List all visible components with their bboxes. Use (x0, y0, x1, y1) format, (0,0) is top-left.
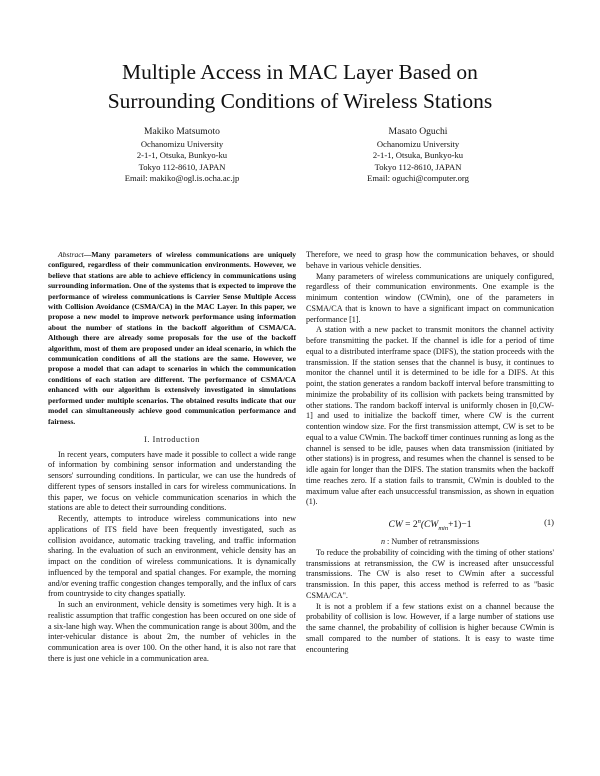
paragraph: To reduce the probability of coinciding with the timing of other stations' transmissions at retransmission, the CW is increased after unsuccessful transmissions. The CW is also reset to CWmin after a successful transmission. In this paper, this access method is referred to as "basic CSMA/CA". (306, 547, 554, 600)
author-block-1 (62, 126, 302, 185)
abstract-lead: Abstract (58, 250, 84, 259)
author-address-2: Tokyo 112-8610, JAPAN (138, 161, 226, 172)
equation-1 (306, 513, 554, 537)
author-name: Makiko Matsumoto (144, 126, 220, 137)
author-affiliation: Ochanomizu University (376, 138, 460, 149)
abstract-text: —Many parameters of wireless communications are uniquely configured, regardless of their communication environments. However, we believe that stations are able to achieve efficiency in communications using surrounding information. One of the systems that is expected to improve the performance of wireless communications is Carrier Sense Multiple Access with Collision Avoidance (CSMA/CA) in the MAC Layer. In this paper, we propose a new model to improve network performance using information about the number of stations in the backoff algorithm of CSMA/CA. Although there are already some proposals for the use of the backoff algorithm, most of them are proposed under an ideal scenario, in which the communication conditions of all the stations are the same. However, we propose a model that can adapt to scenarios in which the communication conditions of each station are different. The performance of CSMA/CA enhanced with our algorithm is extensively investigated in simulations performed under multiple scenarios. The obtained results indicate that our model can simultaneously achieve good communication performance and fairness. (48, 250, 296, 426)
paragraph: A station with a new packet to transmit monitors the channel activity before transmitting the packet. If the channel is idle for a period of time equal to a distributed interframe space (DIFS), the station proceeds with the transmission. If the station senses that the channel is busy, it continues to monitor the channel until it is determined to be idle for a DIFS. At this point, the station generates a random backoff interval before transmitting to minimize the probability of its collision with packets being transmitted by other stations. The random backoff interval is uniformly chosen in [0,CW-1] and used to initialize the backoff timer, where CW is the current contention window size. For the first transmission attempt, CW is set to be equal to a value CWmin. The backoff timer continues running as long as the channel is sensed to be idle, pauses when data transmission (initiated by other stations) is in progress, and resumes when the channel is sensed to be idle again for longer than the DIFS. The station transmits when the backoff time reaches zero. If a station fails to transmit, CWmin is doubled to the maximum value after each unsuccessful transmission, as shown in equation (1). (306, 325, 554, 507)
title-line-1: Multiple Access in MAC Layer Based on (122, 60, 478, 84)
title-line-2: Surrounding Conditions of Wireless Stations (107, 89, 493, 113)
equation-number: (1) (544, 517, 554, 527)
left-column (48, 250, 296, 665)
equation-note: n : Number of retransmissions (380, 537, 479, 546)
paragraph: In such an environment, vehicle density is sometimes very high. It is a realistic assumption that traffic congestion has been occured on one side of a six-lane high way. When the communication range is about 300m, and the inter-vehicular distance is about 2m, the number of vehicles in the communication area is over 100. On the other hand, it is also not rare that there is just one vehicle in a communication area. (48, 600, 296, 663)
paragraph-continuation: Therefore, we need to grasp how the communication behaves, or should behave in various vehicle densities. (306, 250, 554, 270)
author-address-1: 2-1-1, Otsuka, Bunkyo-ku (372, 150, 464, 161)
paragraph: Many parameters of wireless communications are uniquely configured, regardless of their communication environments. One example is the minimum contention window (CWmin), one of the parameters in CSMA/CA that is known to have a significant impact on communication performance [1]. (306, 271, 554, 324)
paragraph: It is not a problem if a few stations exist on a channel because the probability of collision is low. However, if a large number of stations use the same channel, the probability of collision is higher because CWmin is small compared to the number of stations. It is easy to waste time encountering (306, 601, 554, 654)
author-address-2: Tokyo 112-8610, JAPAN (374, 161, 462, 172)
right-column (306, 250, 554, 655)
author-address-1: 2-1-1, Otsuka, Bunkyo-ku (136, 150, 228, 161)
author-name: Masato Oguchi (388, 126, 448, 137)
section-heading: I. Introduction (144, 434, 200, 444)
paragraph: In recent years, computers have made it possible to collect a wide range of information by combining sensor information and understanding the sensors' surrounding conditions. In particular, we can use the hundreds of different types of sensors installed in cars for wireless communications. In this paper, we focus on vehicle communication scenarios in which the stations are able to detect their surrounding conditions. (48, 449, 296, 513)
author-email: Email: makiko@ogl.is.ocha.ac.jp (124, 173, 240, 184)
abstract (48, 250, 296, 427)
author-block-2 (298, 126, 538, 185)
equation-body: CW = $2^n(CW_{min}+1)-1$ (388, 518, 472, 533)
author-affiliation: Ochanomizu University (140, 138, 224, 149)
paper-title (40, 58, 560, 116)
author-email: Email: oguchi@computer.org (367, 173, 469, 184)
paragraph: Recently, attempts to introduce wireless communications into new applications of ITS field have been frequently investigated, such as collision avoidance, automatic tracking traveling, and traffic information sharing. In the evaluation of such an environment, vehicle density has an impact on the condition of wireless communications. It is dynamically influenced by the temporal and spatial changes. For example, the morning and/or evening traffic congestion changes temporally, and the influx of cars from countryside to city changes spatially. (48, 514, 296, 599)
